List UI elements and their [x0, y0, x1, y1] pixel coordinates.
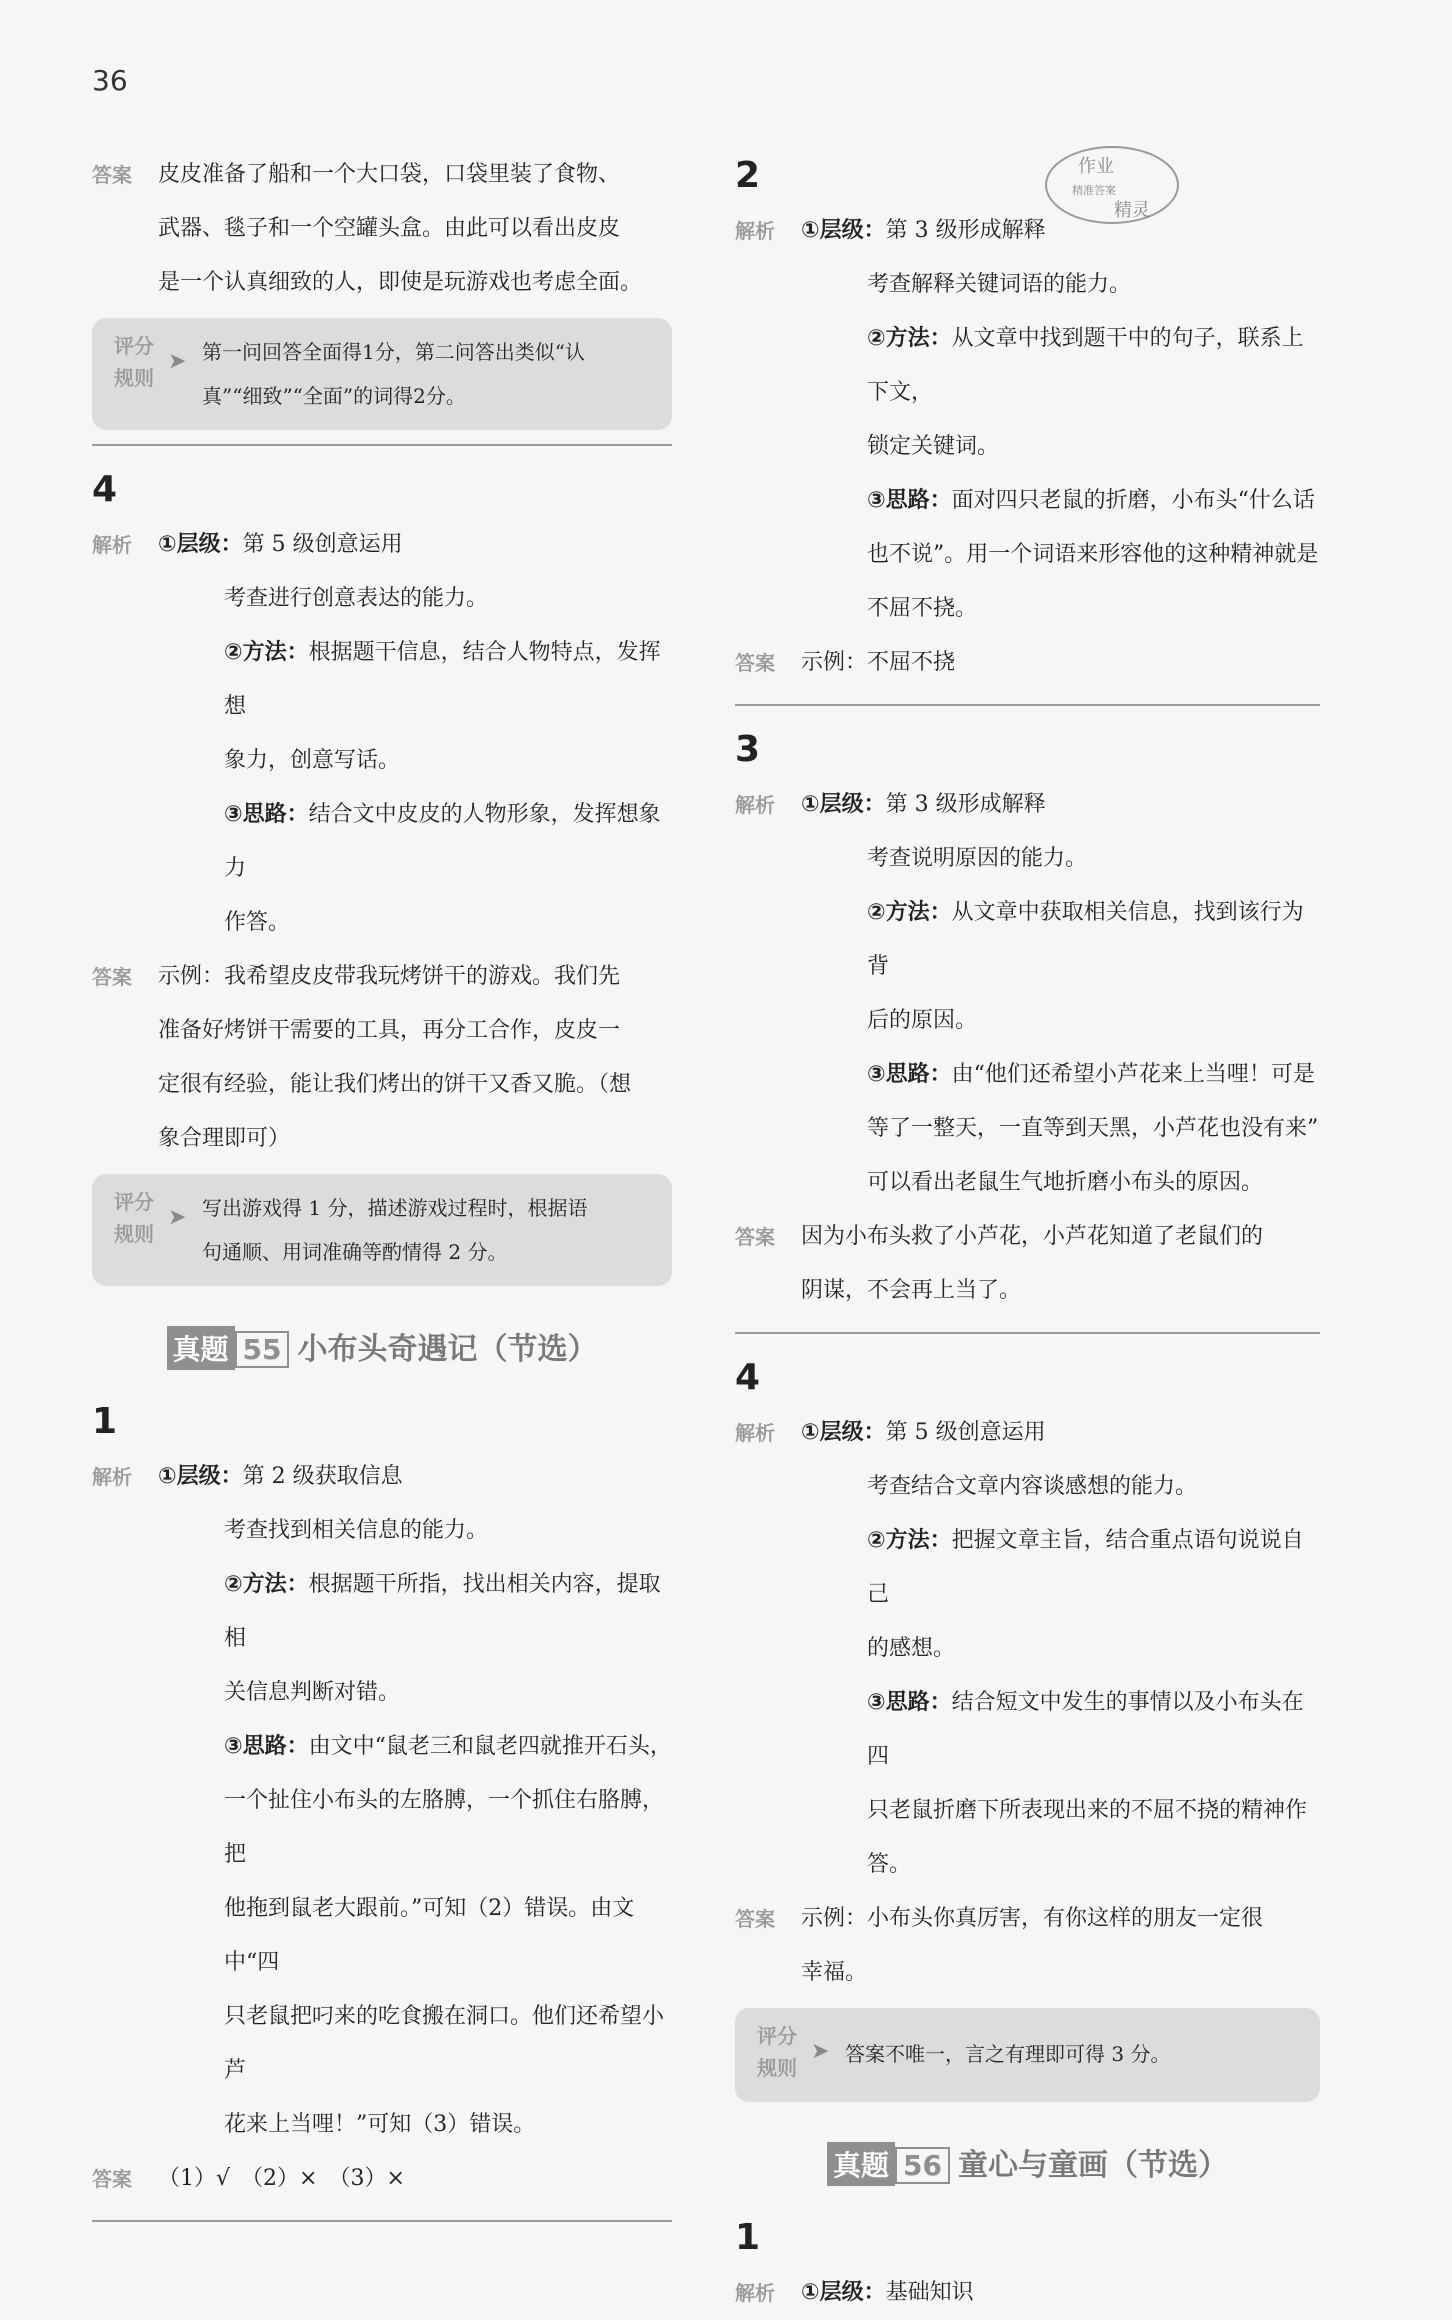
q3-analysis: 解析 ①层级：第 3 级形成解释 考查说明原因的能力。 ②方法：从文章中获取相关信息，找到该行为背 后的原因。 ③思路：由“他们还希望小芦花来上当哩！可是 等了一整天，一直等到天黑，小芦花也没有来” 可以看出老鼠生气地折磨小布头的原因。 — [735, 778, 1320, 1210]
q3-score-box: 评分 规则 ➤ 第一问回答全面得1分，第二问答出类似“认 真”“细致”“全面”的词得2分。 — [92, 318, 672, 430]
question-number: 3 — [735, 729, 761, 770]
score-tag: 评分 规则 — [114, 1190, 154, 1246]
left-column — [92, 148, 672, 2238]
question-number: 4 — [92, 469, 118, 510]
answer-tag: 答案 — [735, 1225, 775, 1249]
svg-text:作业: 作业 — [1078, 156, 1114, 177]
analysis-tag: 解析 — [735, 2281, 775, 2305]
answer-tag: 答案 — [735, 651, 775, 675]
svg-text:精灵: 精灵 — [1114, 200, 1150, 221]
arrow-icon: ➤ — [168, 349, 187, 374]
q4-score-box: 评分 规则 ➤ 写出游戏得 1 分，描述游戏过程时，根据语 句通顺、用词准确等酌情得 2 分。 — [92, 1174, 672, 1286]
arrow-icon: ➤ — [811, 2039, 830, 2064]
q2-analysis: 解析 ①层级：第 3 级形成解释 考查解释关键词语的能力。 ②方法：从文章中找到题干中的句子，联系上下文， 锁定关键词。 ③思路：面对四只老鼠的折磨，小布头“什么话 也不说”。用一个词语来形容他的这种精神就是 不屈不挠。 — [735, 204, 1320, 636]
s55q1-analysis: 解析 ①层级：第 2 级获取信息 考查找到相关信息的能力。 ②方法：根据题干所指，找出相关内容，提取相 关信息判断对错。 ③思路：由文中“鼠老三和鼠老四就推开石头， 一个扯住小布头的左胳膊，一个抓住右胳膊，把 他拖到鼠老大跟前。”可知（2）错误。由文中“四 只老鼠把叼来的吃食搬在洞口。他们还希望小芦 花来上当哩！”可知（3）错误。 — [92, 1450, 672, 2152]
divider — [92, 444, 672, 446]
divider — [92, 2220, 672, 2222]
analysis-tag: 解析 — [735, 219, 775, 243]
right-column — [735, 148, 1320, 2320]
analysis-tag: 解析 — [92, 1465, 132, 1489]
q3-answer: 答案 因为小布头救了小芦花，小芦花知道了老鼠们的 阴谋，不会再上当了。 — [735, 1210, 1320, 1318]
answer-tag: 答案 — [735, 1907, 775, 1931]
divider — [735, 1332, 1320, 1334]
answer-tag: 答案 — [92, 2167, 132, 2191]
arrow-icon: ➤ — [168, 1205, 187, 1230]
question-number: 4 — [735, 1357, 761, 1398]
question-number: 1 — [92, 1401, 118, 1442]
q4-answer: 答案 示例：我希望皮皮带我玩烤饼干的游戏。我们先 准备好烤饼干需要的工具，再分工合作，皮皮一 定很有经验，能让我们烤出的饼干又香又脆。（想 象合理即可） — [92, 950, 672, 1166]
score-tag: 评分 规则 — [757, 2024, 797, 2080]
analysis-tag: 解析 — [92, 533, 132, 557]
section-55-heading: 真题 55 小布头奇遇记（节选） — [92, 1324, 672, 1370]
analysis-tag: 解析 — [735, 793, 775, 817]
page-number: 36 — [92, 64, 128, 97]
q3-answer: 答案 皮皮准备了船和一个大口袋，口袋里装了食物、 武器、毯子和一个空罐头盒。由此可以看出皮皮 是一个认真细致的人，即使是玩游戏也考虑全面。 — [92, 148, 672, 310]
score-tag: 评分 规则 — [114, 334, 154, 390]
divider — [735, 704, 1320, 706]
svg-text:精准答案: 精准答案 — [1072, 184, 1116, 197]
q4-analysis: 解析 ①层级：第 5 级创意运用 考查进行创意表达的能力。 ②方法：根据题干信息，结合人物特点，发挥想 象力，创意写话。 ③思路：结合文中皮皮的人物形象，发挥想象力 作答。 — [92, 518, 672, 950]
q4-answer: 答案 示例：小布头你真厉害，有你这样的朋友一定很 幸福。 — [735, 1892, 1320, 2000]
s55q1-answer: 答案 （1）√ （2）× （3）× — [92, 2152, 672, 2206]
section-56-heading: 真题 56 童心与童画（节选） — [735, 2140, 1320, 2186]
q4-score-box: 评分 规则 ➤ 答案不唯一，言之有理即可得 3 分。 — [735, 2008, 1320, 2102]
answer-tag: 答案 — [92, 163, 132, 187]
s56q1-analysis: 解析 ①层级：基础知识 — [735, 2266, 1320, 2320]
analysis-tag: 解析 — [735, 1421, 775, 1445]
q4-analysis: 解析 ①层级：第 5 级创意运用 考查结合文章内容谈感想的能力。 ②方法：把握文章主旨，结合重点语句说说自己 的感想。 ③思路：结合短文中发生的事情以及小布头在四 只老鼠折磨下所表现出来的不屈不挠的精神作答。 — [735, 1406, 1320, 1892]
answer-tag: 答案 — [92, 965, 132, 989]
q2-answer: 答案 示例：不屈不挠 — [735, 636, 1320, 690]
question-number: 2 — [735, 155, 761, 196]
question-number: 1 — [735, 2217, 761, 2258]
